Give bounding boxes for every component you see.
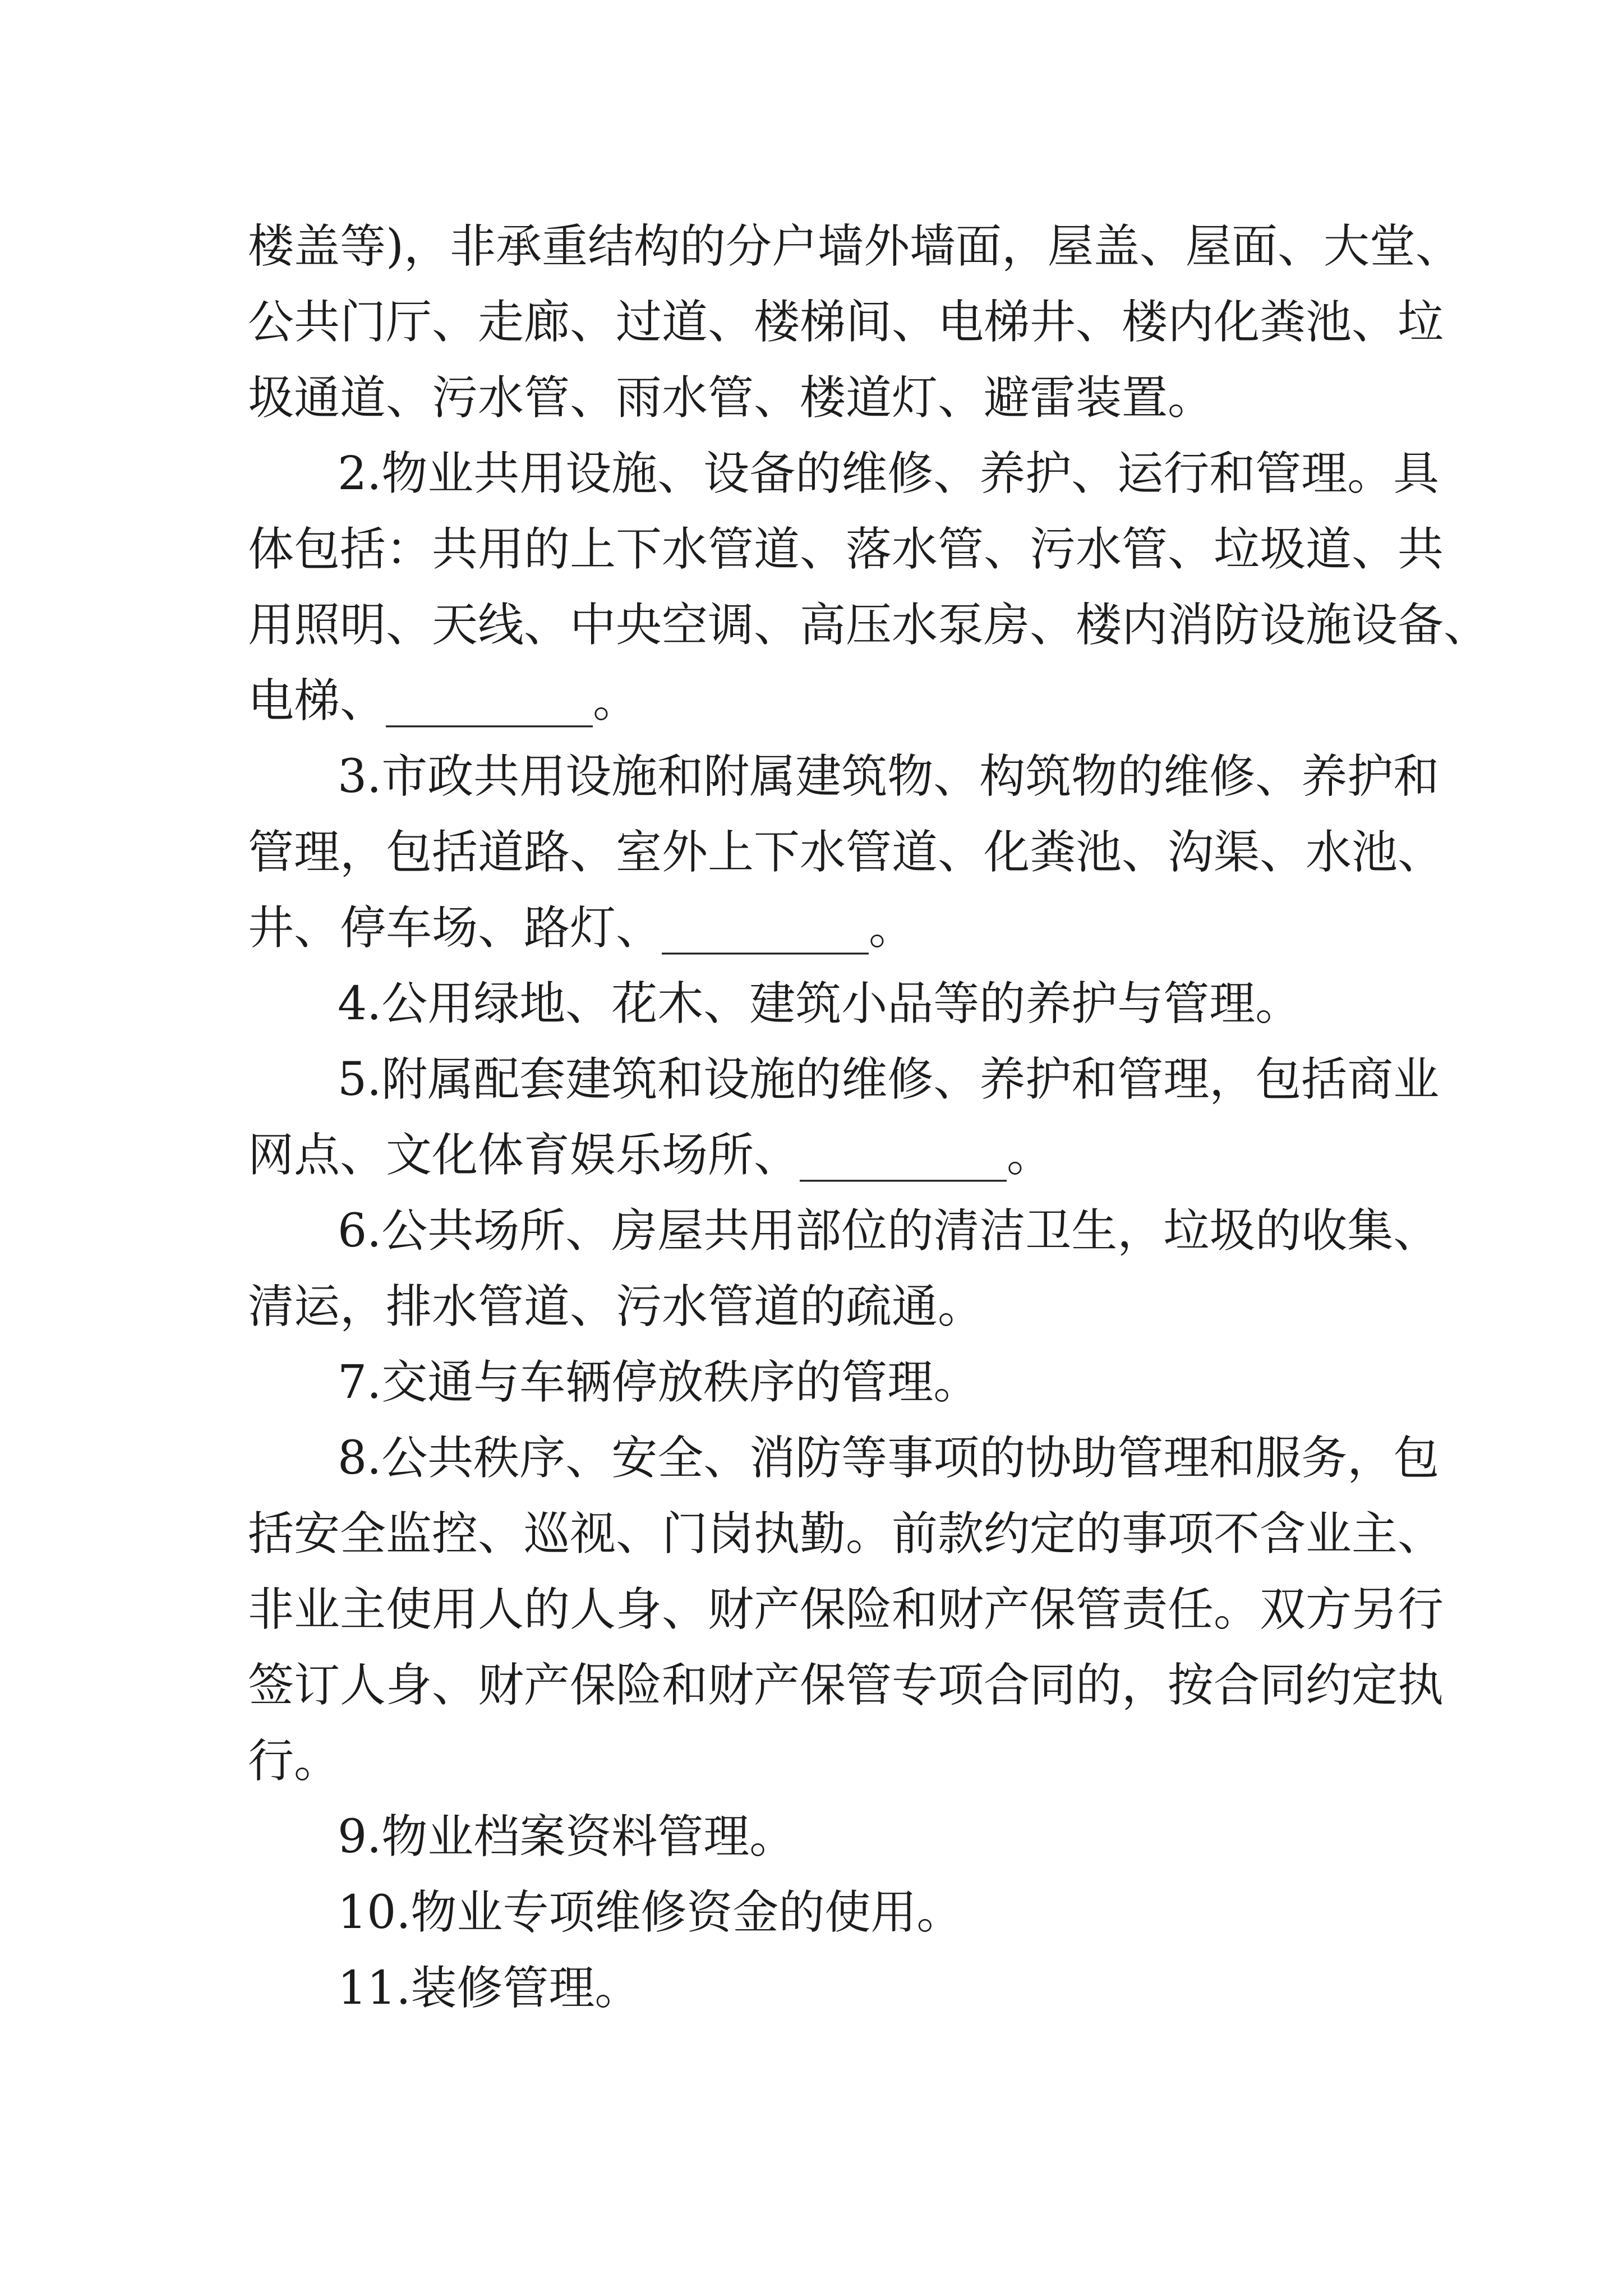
text-line: 行。 — [248, 1734, 340, 1788]
text-line: 签订人身、财产保险和财产保管专项合同的，按合同约定执 — [248, 1659, 1444, 1712]
text-line: 用照明、天线、中央空调、高压水泵房、楼内消防设施设备、 — [248, 599, 1490, 652]
text-line: 公共门厅、走廊、过道、楼梯间、电梯井、楼内化粪池、垃 — [248, 296, 1444, 349]
list-item-9: 9.物业档案资料管理。 — [338, 1810, 796, 1864]
list-item-10: 10.物业专项维修资金的使用。 — [338, 1886, 963, 1939]
list-item-2: 2.物业共用设施、设备的维修、养护、运行和管理。具 — [338, 447, 1440, 500]
text-line: 管理，包括道路、室外上下水管道、化粪池、沟渠、水池、 — [248, 826, 1444, 879]
text-line: 井、停车场、路灯、_________。 — [248, 901, 915, 955]
list-item-5: 5.附属配套建筑和设施的维修、养护和管理，包括商业 — [338, 1053, 1440, 1106]
list-item-3: 3.市政共用设施和附属建筑物、构筑物的维修、养护和 — [338, 750, 1440, 803]
text-line: 体包括：共用的上下水管道、落水管、污水管、垃圾道、共 — [248, 523, 1444, 576]
list-item-8: 8.公共秩序、安全、消防等事项的协助管理和服务，包 — [338, 1432, 1440, 1485]
list-item-4: 4.公用绿地、花木、建筑小品等的养护与管理。 — [338, 977, 1302, 1030]
text-line: 圾通道、污水管、雨水管、楼道灯、避雷装置。 — [248, 371, 1214, 425]
text-line: 清运，排水管道、污水管道的疏通。 — [248, 1280, 984, 1333]
text-line: 非业主使用人的人身、财产保险和财产保管责任。双方另行 — [248, 1583, 1444, 1636]
list-item-11: 11.装修管理。 — [338, 1962, 641, 2015]
text-line: 电梯、_________。 — [248, 674, 639, 728]
text-line: 网点、文化体育娱乐场所、_________。 — [248, 1129, 1053, 1182]
text-line: 括安全监控、巡视、门岗执勤。前款约定的事项不含业主、 — [248, 1507, 1444, 1561]
list-item-6: 6.公共场所、房屋共用部位的清洁卫生，垃圾的收集、 — [338, 1204, 1440, 1258]
list-item-7: 7.交通与车辆停放秩序的管理。 — [338, 1356, 980, 1409]
text-line: 楼盖等)，非承重结构的分户墙外墙面，屋盖、屋面、大堂、 — [248, 220, 1461, 273]
